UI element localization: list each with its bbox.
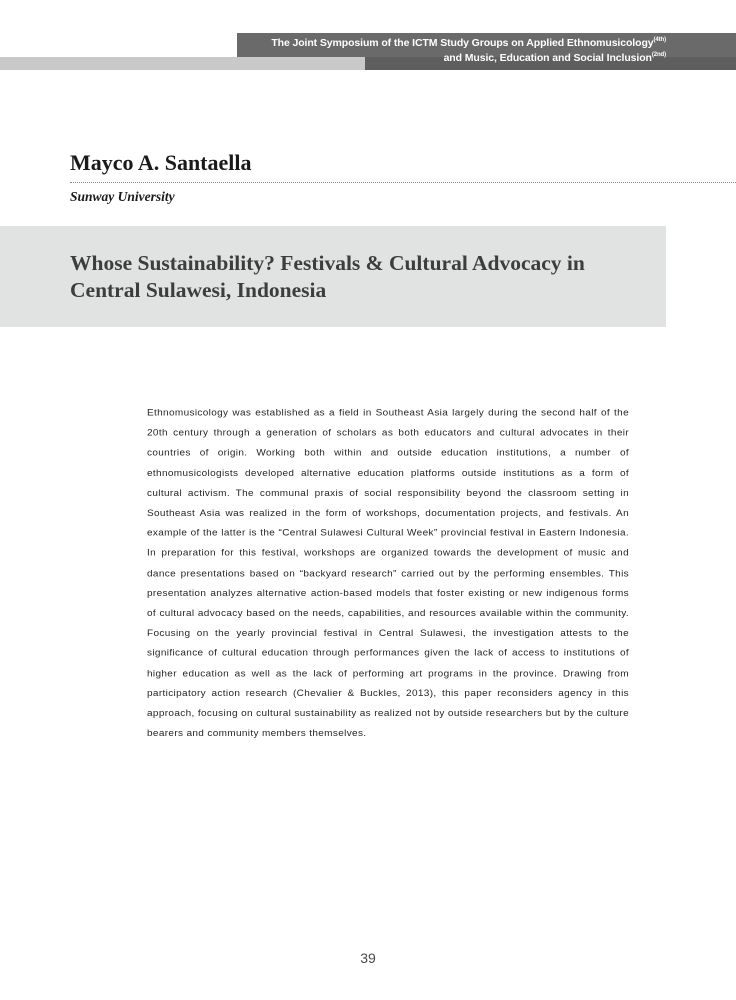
page-number: 39 — [360, 950, 376, 966]
author-divider — [70, 182, 736, 183]
author-name: Mayco A. Santaella — [70, 150, 252, 175]
running-header — [271, 36, 666, 66]
running-header-sup-2: (2nd) — [651, 52, 666, 58]
running-header-sup-1: (4th) — [653, 37, 666, 43]
abstract-text: Ethnomusicology was established as a field in Southeast Asia largely during the second half of the 20th century through a generation of scholars as both educators and cultural advocates in their countries of origin. Working both within and outside education institutions, a number of ethnomusicologists developed alternative education platforms outside institutions as a form of cultural activism. The communal praxis of social responsibility beyond the classroom setting in Southeast Asia was realized in the form of workshops, documentation projects, and festivals. An example of the latter is the “Central Sulawesi Cultural Week” provincial festival in Eastern Indonesia. In preparation for this festival, workshops are organized towards the development of music and dance presentations based on “backyard research” carried out by the performing ensembles. This presentation analyzes alternative action-based models that foster existing or new indigenous forms of cultural advocacy based on the needs, capabilities, and resources available within the community. Focusing on the yearly provincial festival in Central Sulawesi, the investigation attests to the significance of cultural education through performances given the lack of access to institutions of higher education as well as the lack of performing art programs in the province. Drawing from participatory action research (Chevalier & Buckles, 2013), this paper reconsiders agency in this approach, focusing on cultural sustainability as realized not by outside researchers but by the culture bearers and community members themselves. — [147, 408, 629, 739]
running-header-line-2: and Music, Education and Social Inclusion$^{(2nd)}$ — [443, 52, 666, 64]
paper-title: Whose Sustainability? Festivals & Cultural Advocacy in Central Sulawesi, Indonesia — [70, 251, 585, 302]
running-header-line-1: The Joint Symposium of the ICTM Study Groups on Applied Ethnomusicology$^{(4th)}$ — [271, 37, 666, 49]
author-affiliation: Sunway University — [70, 189, 175, 204]
